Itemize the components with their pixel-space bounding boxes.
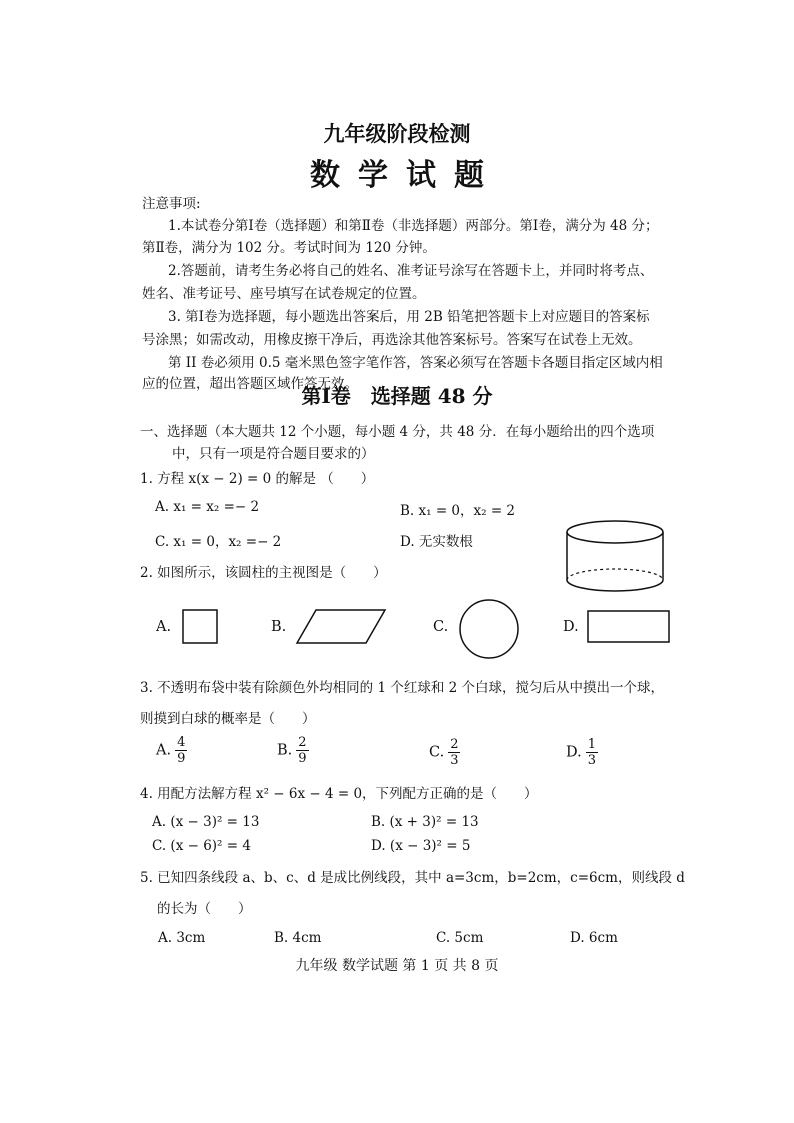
q1-option-a: A. x₁ = x₂ =− 2 — [155, 499, 260, 515]
notice-item3-line2: 号涂黑；如需改动，用橡皮擦干净后，再选涂其他答案标号。答案写在试卷上无效。 — [142, 332, 642, 348]
q1-option-b: B. x₁ = 0，x₂ = 2 — [400, 503, 516, 519]
q3-option-a — [156, 735, 187, 766]
q3-option-c-label: C. — [429, 744, 445, 761]
q3-option-b-label: B. — [277, 742, 293, 759]
rectangle-icon — [587, 610, 671, 644]
q2-option-a: A. — [156, 619, 172, 635]
q5-option-c: C. 5cm — [436, 930, 484, 946]
grade-title: 九年级阶段检测 — [323, 121, 471, 146]
part1-instructions-line2: 中，只有一项是符合题目要求的） — [172, 446, 375, 462]
q3-d-numerator: 1 — [587, 737, 596, 752]
notice-item4-line1: 第 II 卷必须用 0.5 毫米黑色签字笔作答，答案必须写在答题卡各题目指定区域内相 — [168, 355, 663, 371]
q3-c-numerator: 2 — [450, 737, 459, 752]
q4-option-c: C. (x − 6)² = 4 — [152, 838, 251, 854]
q4-stem: 4. 用配方法解方程 x² − 6x − 4 = 0，下列配方正确的是（ ） — [140, 786, 538, 802]
q2-option-c: C. — [433, 619, 449, 635]
q5-option-a: A. 3cm — [158, 930, 206, 946]
q2-option-b: B. — [271, 619, 287, 635]
q3-option-d — [566, 737, 598, 768]
q5-option-b: B. 4cm — [274, 930, 322, 946]
notice-item4-line2: 应的位置，超出答题区域作答无效。 — [142, 376, 358, 392]
notice-item3-line1: 3. 第Ⅰ卷为选择题，每小题选出答案后，用 2B 铅笔把答题卡上对应题目的答案标 — [168, 309, 650, 325]
q3-option-c-fraction — [448, 737, 460, 768]
notice-item1-line2: 第Ⅱ卷，满分为 102 分。考试时间为 120 分钟。 — [142, 240, 436, 256]
subject-title: 数学试题 — [310, 158, 502, 193]
q3-a-denominator: 9 — [177, 751, 186, 766]
notice-heading: 注意事项: — [142, 196, 201, 212]
q1-stem: 1. 方程 x(x − 2) = 0 的解是 （ ） — [140, 471, 375, 487]
q3-option-d-fraction — [586, 737, 598, 768]
q5-stem-line2: 的长为（ ） — [157, 901, 252, 917]
part1-instructions-line1: 一、选择题（本大题共 12 个小题，每小题 4 分，共 48 分．在每小题给出的四个选项 — [140, 424, 655, 440]
parallelogram-icon — [296, 609, 386, 645]
section-title: 第Ⅰ卷 选择题 48 分 — [301, 384, 493, 408]
q3-option-c — [429, 737, 460, 768]
q5-option-d: D. 6cm — [570, 930, 618, 946]
q2-option-d: D. — [563, 619, 579, 635]
square-icon — [182, 609, 218, 645]
q1-option-c: C. x₁ = 0，x₂ =− 2 — [155, 534, 282, 550]
q4-option-a: A. (x − 3)² = 13 — [152, 814, 260, 830]
q5-stem-line1: 5. 已知四条线段 a、b、c、d 是成比例线段，其中 a=3cm，b=2cm，c=6cm，则线段 d — [140, 870, 685, 886]
q3-stem-line2: 则摸到白球的概率是（ ） — [140, 711, 316, 727]
q3-a-numerator: 4 — [177, 735, 186, 750]
page-footer: 九年级 数学试题 第 1 页 共 8 页 — [295, 958, 499, 974]
q3-option-a-fraction — [175, 735, 187, 766]
notice-item2-line2: 姓名、准考证号、座号填写在试卷规定的位置。 — [142, 286, 426, 302]
q3-option-b — [277, 735, 309, 766]
circle-icon — [458, 598, 520, 660]
q3-c-denominator: 3 — [450, 753, 459, 768]
notice-item1-line1: 1.本试卷分第Ⅰ卷（选择题）和第Ⅱ卷（非选择题）两部分。第Ⅰ卷，满分为 48 分； — [168, 218, 659, 234]
q4-option-b: B. (x + 3)² = 13 — [371, 814, 479, 830]
q3-option-d-label: D. — [566, 744, 582, 761]
notice-item2-line1: 2.答题前，请考生务必将自己的姓名、准考证号涂写在答题卡上，并同时将考点、 — [168, 263, 654, 279]
q3-option-b-fraction — [296, 735, 308, 766]
q3-stem-line1: 3. 不透明布袋中装有除颜色外均相同的 1 个红球和 2 个白球，搅匀后从中摸出一个球， — [140, 680, 665, 696]
q3-b-numerator: 2 — [298, 735, 307, 750]
q3-b-denominator: 9 — [298, 751, 307, 766]
q4-option-d: D. (x − 3)² = 5 — [371, 838, 471, 854]
q3-option-a-label: A. — [156, 742, 172, 759]
q3-d-denominator: 3 — [587, 753, 596, 768]
cylinder-icon — [560, 518, 670, 596]
q1-option-d: D. 无实数根 — [400, 534, 473, 550]
q2-stem: 2. 如图所示，该圆柱的主视图是（ ） — [140, 565, 387, 581]
